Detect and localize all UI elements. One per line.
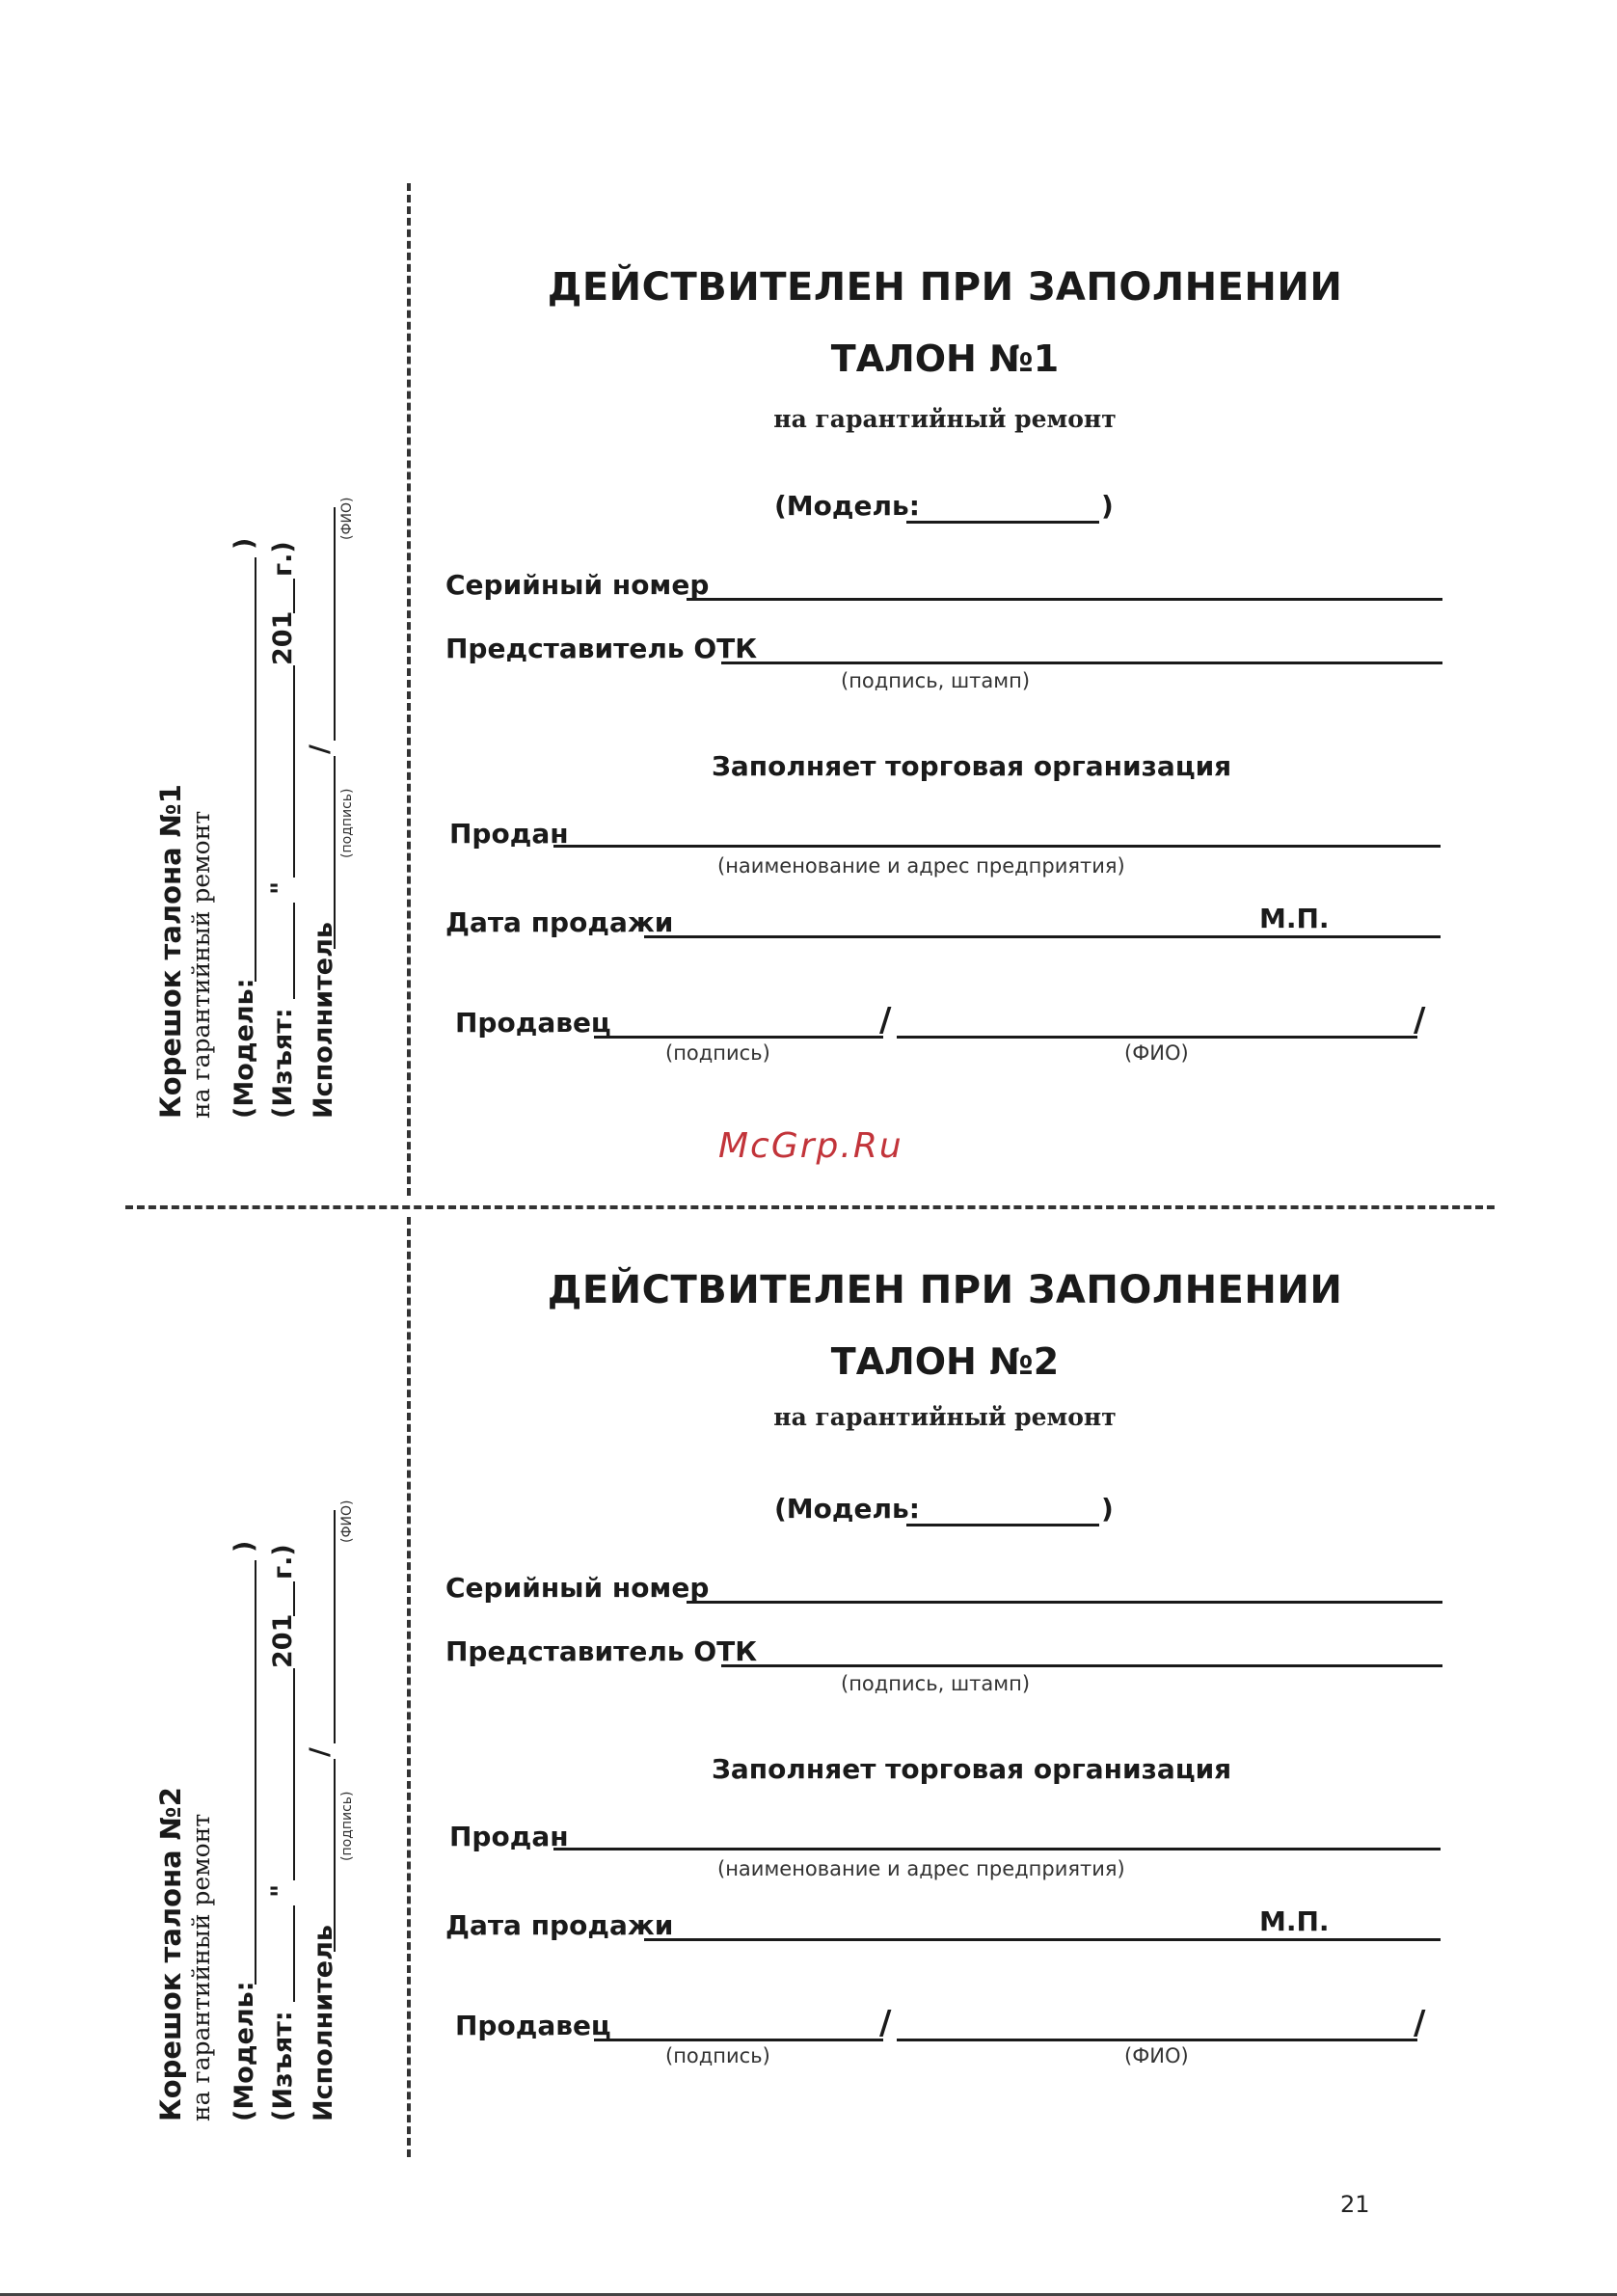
stub-seized-label: (Изъят:	[268, 2011, 298, 2121]
trade-org-heading: Заполняет торговая организация	[712, 1753, 1232, 1785]
vertical-cut-line	[407, 183, 411, 1196]
otk-caption: (подпись, штамп)	[841, 1672, 1031, 1695]
stub-executor-label: Исполнитель	[309, 922, 338, 1119]
stub-executor-sign-field[interactable]	[334, 756, 336, 949]
watermark: McGrp.Ru	[718, 1126, 903, 1166]
stub-model-close: )	[229, 1540, 259, 1553]
sold-label: Продан	[449, 1821, 569, 1852]
otk-label: Представитель ОТК	[445, 1635, 758, 1667]
stub-fio-caption: (ФИО)	[339, 497, 355, 540]
stub-quote: "	[266, 880, 296, 895]
seller-fio-field[interactable]	[897, 1036, 1417, 1039]
seller-sign-field[interactable]	[594, 2039, 883, 2041]
sold-field[interactable]	[553, 1848, 1441, 1850]
sale-date-label: Дата продажи	[445, 1909, 674, 1941]
trade-org-heading: Заполняет торговая организация	[712, 750, 1232, 782]
sale-date-field[interactable]	[644, 1938, 1441, 1941]
stamp-mark: М.П.	[1259, 903, 1330, 934]
sold-caption: (наименование и адрес предприятия)	[717, 854, 1125, 878]
stub-slash: /	[305, 744, 335, 754]
stub-subtitle: на гарантийный ремонт	[187, 810, 215, 1119]
stub-fio-caption: (ФИО)	[339, 1499, 355, 1543]
talon-subtitle: на гарантийный ремонт	[773, 1403, 1117, 1431]
stub-year-suffix: г.)	[268, 1544, 298, 1580]
seller-slash: /	[879, 1001, 892, 1040]
model-close: )	[1101, 1493, 1114, 1525]
model-field[interactable]	[906, 1524, 1099, 1526]
stub-model-field[interactable]	[255, 557, 256, 982]
serial-label: Серийный номер	[445, 569, 710, 601]
stub-2	[154, 1499, 395, 2121]
talon-label: ТАЛОН №2	[830, 1340, 1060, 1383]
sold-field[interactable]	[553, 845, 1441, 848]
stub-model-field[interactable]	[255, 1560, 256, 1985]
stamp-mark: М.П.	[1259, 1905, 1330, 1937]
stub-day-field[interactable]	[293, 903, 295, 999]
seller-label: Продавец	[455, 1007, 611, 1039]
page-number: 21	[1340, 2191, 1370, 2218]
seller-slash-end: /	[1414, 2004, 1426, 2042]
serial-field[interactable]	[687, 598, 1442, 601]
stub-year: 201	[268, 1613, 298, 1668]
serial-field[interactable]	[687, 1601, 1442, 1604]
stub-slash: /	[305, 1747, 335, 1757]
stub-executor-sign-field[interactable]	[334, 1759, 336, 1952]
fio-caption: (ФИО)	[1124, 1041, 1189, 1065]
sign-caption: (подпись)	[665, 2044, 770, 2067]
stub-sign-caption: (подпись)	[339, 788, 355, 858]
stub-executor-fio-field[interactable]	[334, 507, 336, 741]
validity-title: ДЕЙСТВИТЕЛЕН ПРИ ЗАПОЛНЕНИИ	[547, 265, 1343, 310]
model-field[interactable]	[906, 521, 1099, 524]
stub-sign-caption: (подпись)	[339, 1791, 355, 1861]
horizontal-cut-line	[125, 1205, 1495, 1209]
sale-date-field[interactable]	[644, 935, 1441, 938]
stub-executor-fio-field[interactable]	[334, 1510, 336, 1743]
talon-label: ТАЛОН №1	[830, 338, 1060, 380]
stub-1	[154, 497, 395, 1119]
otk-label: Представитель ОТК	[445, 633, 758, 664]
seller-fio-field[interactable]	[897, 2039, 1417, 2041]
validity-title: ДЕЙСТВИТЕЛЕН ПРИ ЗАПОЛНЕНИИ	[547, 1268, 1343, 1312]
model-label: (Модель:	[774, 1493, 920, 1525]
stub-year: 201	[268, 610, 298, 665]
talon-subtitle: на гарантийный ремонт	[773, 405, 1117, 433]
sold-label: Продан	[449, 818, 569, 850]
vertical-cut-line	[407, 1217, 411, 2157]
model-close: )	[1101, 490, 1114, 522]
sign-caption: (подпись)	[665, 1041, 770, 1065]
stub-model-close: )	[229, 537, 259, 550]
serial-label: Серийный номер	[445, 1572, 710, 1604]
stub-subtitle: на гарантийный ремонт	[187, 1813, 215, 2121]
stub-executor-label: Исполнитель	[309, 1925, 338, 2121]
stub-year-field[interactable]	[293, 579, 295, 613]
stub-model-label: (Модель:	[229, 978, 259, 1119]
model-label: (Модель:	[774, 490, 920, 522]
stub-year-field[interactable]	[293, 1581, 295, 1616]
seller-label: Продавец	[455, 2010, 611, 2041]
otk-field[interactable]	[721, 662, 1442, 664]
sale-date-label: Дата продажи	[445, 906, 674, 938]
stub-title: Корешок талона №2	[154, 1787, 187, 2121]
stub-month-field[interactable]	[293, 665, 295, 878]
seller-slash: /	[879, 2004, 892, 2042]
seller-sign-field[interactable]	[594, 1036, 883, 1039]
stub-title: Корешок талона №1	[154, 784, 187, 1119]
stub-model-label: (Модель:	[229, 1981, 259, 2121]
stub-year-suffix: г.)	[268, 541, 298, 577]
otk-caption: (подпись, штамп)	[841, 669, 1031, 692]
stub-quote: "	[266, 1883, 296, 1898]
fio-caption: (ФИО)	[1124, 2044, 1189, 2067]
sold-caption: (наименование и адрес предприятия)	[717, 1857, 1125, 1880]
seller-slash-end: /	[1414, 1001, 1426, 1040]
otk-field[interactable]	[721, 1664, 1442, 1667]
stub-day-field[interactable]	[293, 1905, 295, 2002]
stub-month-field[interactable]	[293, 1668, 295, 1880]
stub-seized-label: (Изъят:	[268, 1008, 298, 1119]
